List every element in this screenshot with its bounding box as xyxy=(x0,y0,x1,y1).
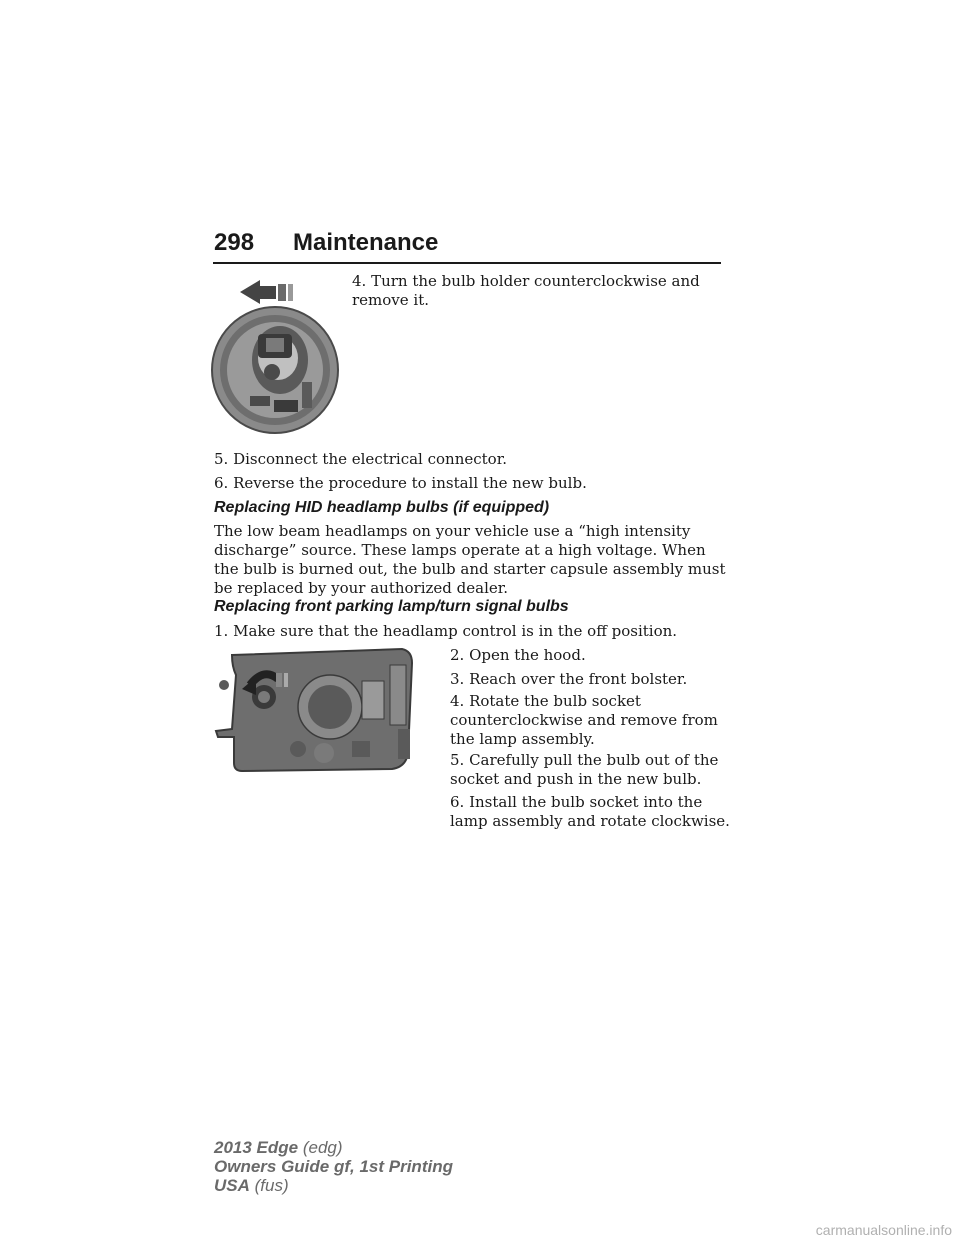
headlamp-assembly-illustration-icon xyxy=(212,645,442,775)
step-4-turn-holder: 4. Turn the bulb holder counterclockwise and remove it. xyxy=(352,272,700,309)
footer-line-2: Owners Guide gf, 1st Printing xyxy=(214,1157,453,1176)
bulb-holder-illustration-icon xyxy=(210,272,342,434)
parking-step-1: 1. Make sure that the headlamp control is in the off position. xyxy=(214,622,678,640)
parking-step-3: 3. Reach over the front bolster. xyxy=(450,670,688,688)
step-6-reverse: 6. Reverse the procedure to install the new bulb. xyxy=(214,474,587,492)
parking-step-2: 2. Open the hood. xyxy=(450,646,586,664)
parking-step-5: 5. Carefully pull the bulb out of the socket and push in the new bulb. xyxy=(450,751,719,788)
parking-step-6: 6. Install the bulb socket into the lamp assembly and rotate clockwise. xyxy=(450,793,730,830)
section-title: Maintenance xyxy=(293,229,439,256)
page-number: 298 xyxy=(214,229,255,256)
hid-section-heading: Replacing HID headlamp bulbs (if equipped) xyxy=(214,499,550,516)
parking-step-4: 4. Rotate the bulb socket counterclockwise and remove from the lamp assembly. xyxy=(450,692,718,748)
footer-market-code: (fus) xyxy=(254,1176,289,1195)
footer-line-3 xyxy=(214,1176,453,1195)
watermark-link[interactable]: carmanualsonline.info xyxy=(815,1222,952,1238)
step-5-disconnect: 5. Disconnect the electrical connector. xyxy=(214,450,507,468)
footer-model: 2013 Edge xyxy=(214,1138,299,1157)
hid-section-body: The low beam headlamps on your vehicle use a “high intensity discharge” source. These lamps operate at a high voltage. When the bulb is burned out, the bulb and starter capsule assembly must be replaced by your authorized dealer. xyxy=(214,522,726,597)
header-divider xyxy=(213,262,721,264)
footer-market: USA xyxy=(214,1176,250,1195)
footer-imprint xyxy=(214,1138,453,1195)
footer-model-code: (edg) xyxy=(302,1138,343,1157)
parking-section-heading: Replacing front parking lamp/turn signal bulbs xyxy=(214,598,569,615)
footer-line-1 xyxy=(214,1138,453,1157)
